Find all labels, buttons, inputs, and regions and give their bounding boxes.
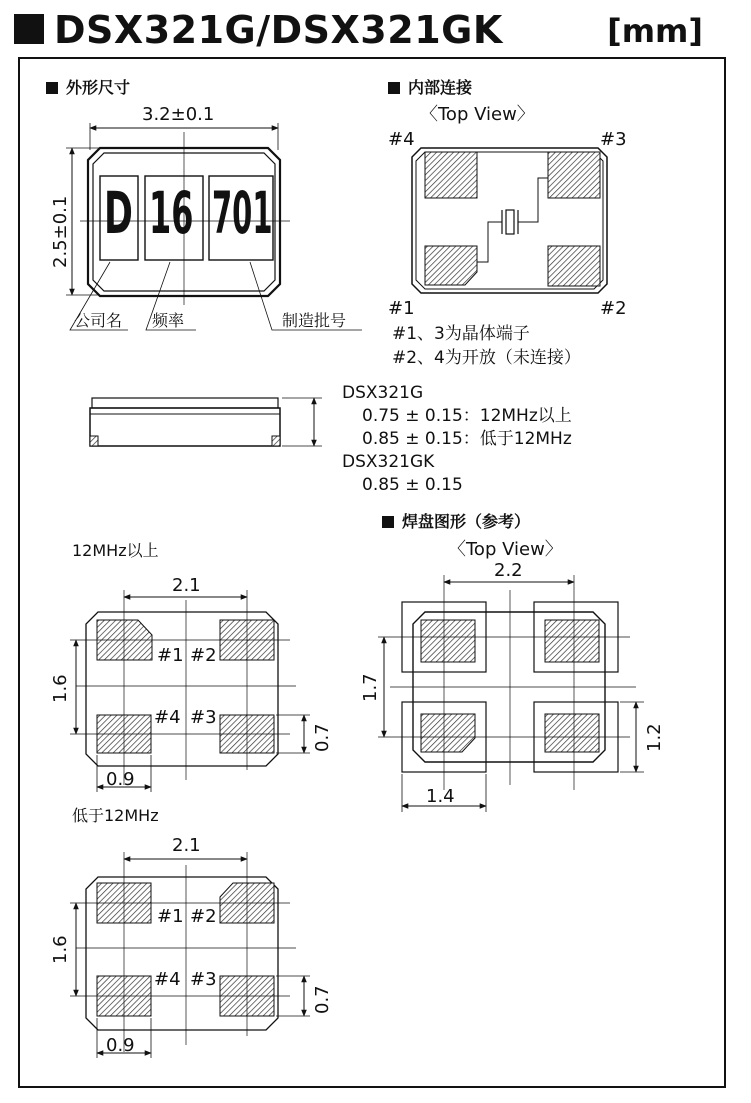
page-title: DSX321G/DSX321GK xyxy=(54,8,503,52)
land-pad-h-dim: 1.2 xyxy=(644,723,665,752)
above12-pad-h-dim: 0.7 xyxy=(312,723,333,752)
land-vpitch-dim: 1.7 xyxy=(360,673,381,702)
internal-pin1: #1 xyxy=(388,298,415,319)
below12-pin1: #1 xyxy=(157,906,184,927)
bottom-view-below-12mhz xyxy=(70,852,310,1058)
marking-frequency: 16 xyxy=(149,179,194,247)
below12-pad-w-dim: 0.9 xyxy=(106,1035,135,1056)
thickness-gk-model: DSX321GK xyxy=(342,452,435,472)
thickness-gk-line1: 0.85 ± 0.15 xyxy=(362,475,463,495)
internal-heading xyxy=(388,80,472,96)
below12-pin2: #2 xyxy=(190,906,217,927)
unit-label: [mm] xyxy=(607,12,703,50)
label-frequency: 频率 xyxy=(152,311,185,330)
internal-pin4: #4 xyxy=(388,129,415,150)
internal-note-2: #2、4为开放（未连接） xyxy=(392,348,581,368)
above12-label: 12MHz以上 xyxy=(72,541,159,560)
bottom-view-above-12mhz xyxy=(70,590,310,792)
land-pitch-dim: 2.2 xyxy=(494,560,523,581)
internal-heading-text: 内部连接 xyxy=(408,78,473,97)
square-bullet-icon xyxy=(382,516,394,528)
land-view-label: 〈Top View〉 xyxy=(448,539,563,560)
marking-company: D xyxy=(104,179,133,247)
internal-view-label: 〈Top View〉 xyxy=(420,104,535,125)
below12-label: 低于12MHz xyxy=(72,806,159,825)
label-company: 公司名 xyxy=(74,311,123,330)
below12-pin4: #4 xyxy=(154,969,181,990)
square-bullet-icon xyxy=(388,82,400,94)
outline-height-dim: 2.5±0.1 xyxy=(50,195,71,268)
outline-heading-text: 外形尺寸 xyxy=(66,78,131,97)
land-heading-text: 焊盘图形（参考） xyxy=(402,512,531,531)
internal-pin2: #2 xyxy=(600,298,627,319)
land-pattern-drawing xyxy=(378,575,644,812)
thickness-g-line2: 0.85 ± 0.15：低于12MHz xyxy=(362,429,572,449)
above12-pad-w-dim: 0.9 xyxy=(106,769,135,790)
outline-width-dim: 3.2±0.1 xyxy=(142,104,215,125)
outline-heading xyxy=(46,80,130,96)
square-bullet-icon xyxy=(46,82,58,94)
land-pad-w-dim: 1.4 xyxy=(426,786,455,807)
label-lot: 制造批号 xyxy=(282,311,347,330)
above12-pin3: #3 xyxy=(190,707,217,728)
side-view-drawing xyxy=(90,398,322,446)
above12-pin1: #1 xyxy=(157,645,184,666)
below12-pin3: #3 xyxy=(190,969,217,990)
internal-pin3: #3 xyxy=(600,129,627,150)
internal-connection-drawing xyxy=(412,148,607,293)
above12-pin2: #2 xyxy=(190,645,217,666)
below12-vpitch-dim: 1.6 xyxy=(50,935,71,964)
below12-pad-h-dim: 0.7 xyxy=(312,985,333,1014)
land-heading xyxy=(382,514,530,530)
above12-vpitch-dim: 1.6 xyxy=(50,674,71,703)
thickness-g-model: DSX321G xyxy=(342,383,424,403)
internal-note-1: #1、3为晶体端子 xyxy=(392,324,530,344)
marking-lot: 701 xyxy=(212,179,273,247)
above12-pin4: #4 xyxy=(154,707,181,728)
above12-pitch-dim: 2.1 xyxy=(172,575,201,596)
thickness-g-line1: 0.75 ± 0.15：12MHz以上 xyxy=(362,406,572,426)
below12-pitch-dim: 2.1 xyxy=(172,835,201,856)
